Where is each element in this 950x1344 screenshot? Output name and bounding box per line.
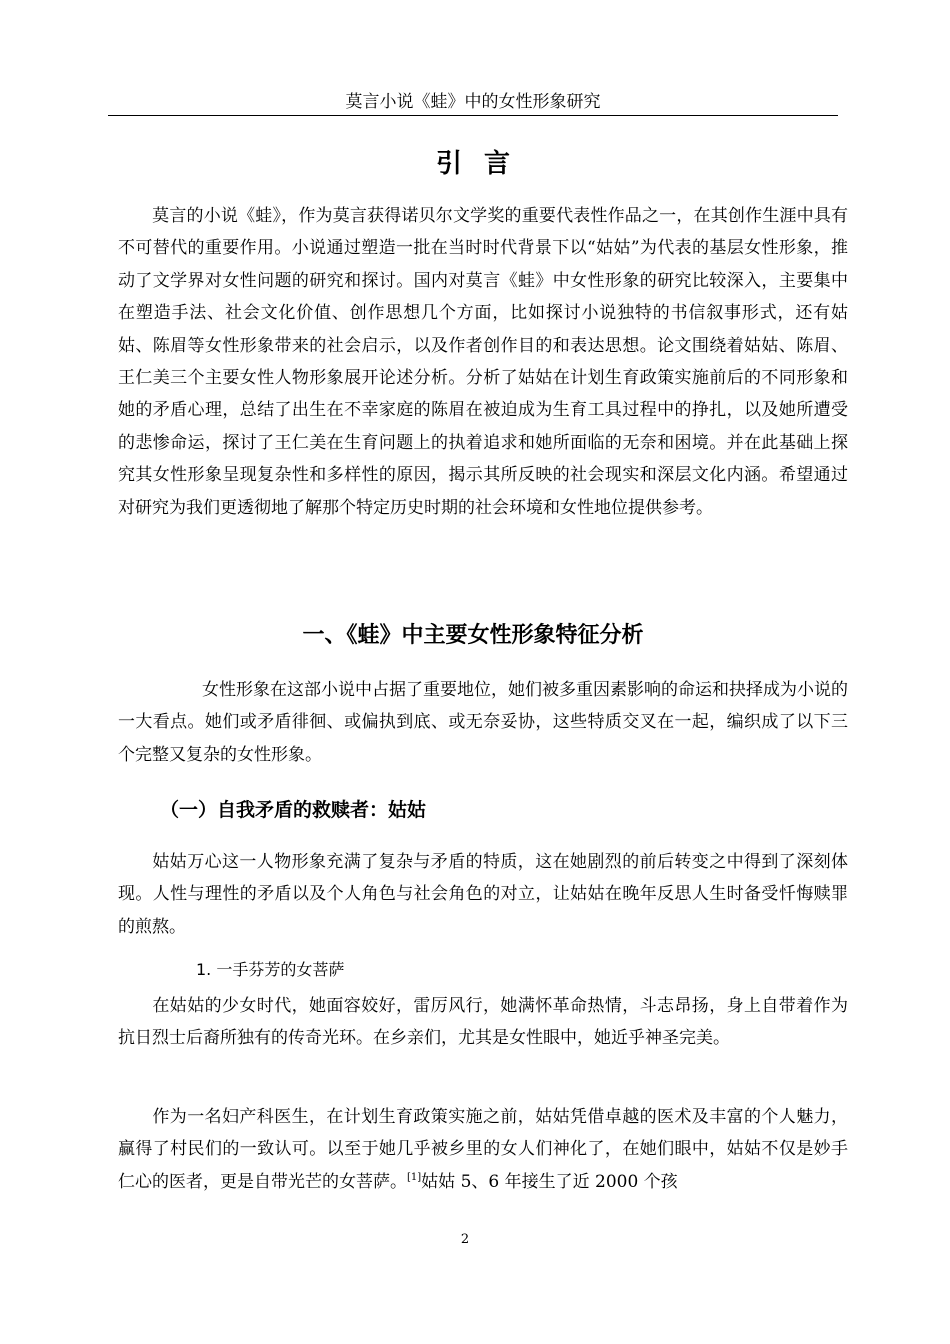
point-1-paragraph-1 <box>118 990 848 1055</box>
subsection-1-paragraph <box>118 846 848 943</box>
subsection-1-text: 姑姑万心这一人物形象充满了复杂与矛盾的特质，这在她剧烈的前后转变之中得到了深刻体现。人性与理性的矛盾以及个人角色与社会角色的对立，让姑姑在晚年反思人生时备受忏悔赎罪的煎熬。 <box>118 852 848 937</box>
point-1-paragraph-2 <box>118 1101 848 1198</box>
point-1-text-2-tail: 姑姑 5、6 年接生了近 2000 个孩 <box>421 1171 678 1192</box>
point-1-heading: 1. 一手芬芳的女菩萨 <box>196 960 345 979</box>
page-number: 2 <box>460 1232 470 1247</box>
point-1-text-2: 作为一名妇产科医生，在计划生育政策实施之前，姑姑凭借卓越的医术及丰富的个人魅力，赢得了村民们的一致认可。以至于她几乎被乡里的女人们神化了，在她们眼中，姑姑不仅是妙手仁心的医者，更是自带光芒的女菩萨。 <box>118 1107 848 1192</box>
intro-heading: 引言 <box>435 149 532 179</box>
section-1-heading: 一、《蛙》中主要女性形象特征分析 <box>302 623 644 648</box>
section-1-text: 女性形象在这部小说中占据了重要地位，她们被多重因素影响的命运和抉择成为小说的一大看点。她们或矛盾徘徊、或偏执到底、或无奈妥协，这些特质交叉在一起，编织成了以下三个完整又复杂的女性形象。 <box>118 680 848 765</box>
section-1-paragraph <box>118 674 848 771</box>
citation-marker: [1] <box>407 1171 422 1183</box>
header-divider <box>108 115 838 116</box>
intro-text: 莫言的小说《蛙》，作为莫言获得诺贝尔文学奖的重要代表性作品之一，在其创作生涯中具有不可替代的重要作用。小说通过塑造一批在当时时代背景下以“姑姑”为代表的基层女性形象，推动了文学界对女性问题的研究和探讨。国内对莫言《蛙》中女性形象的研究比较深入，主要集中在塑造手法、社会文化价值、创作思想几个方面，比如探讨小说独特的书信叙事形式，还有姑姑、陈眉等女性形象带来的社会启示，以及作者创作目的和表达思想。论文围绕着姑姑、陈眉、王仁美三个主要女性人物形象展开论述分析。分析了姑姑在计划生育政策实施前后的不同形象和她的矛盾心理，总结了出生在不幸家庭的陈眉在被迫成为生育工具过程中的挣扎，以及她所遭受的悲惨命运，探讨了王仁美在生育问题上的执着追求和她所面临的无奈和困境。并在此基础上探究其女性形象呈现复杂性和多样性的原因，揭示其所反映的社会现实和深层文化内涵。希望通过对研究为我们更透彻地了解那个特定历史时期的社会环境和女性地位提供参考。 <box>118 206 848 518</box>
point-1-text-1: 在姑姑的少女时代，她面容姣好，雷厉风行，她满怀革命热情，斗志昂扬，身上自带着作为抗日烈士后裔所独有的传奇光环。在乡亲们，尤其是女性眼中，她近乎神圣完美。 <box>118 996 848 1049</box>
running-header: 莫言小说《蛙》中的女性形象研究 <box>345 92 601 112</box>
subsection-1-heading: （一）自我矛盾的救赎者：姑姑 <box>160 799 427 821</box>
intro-paragraph <box>118 200 848 524</box>
